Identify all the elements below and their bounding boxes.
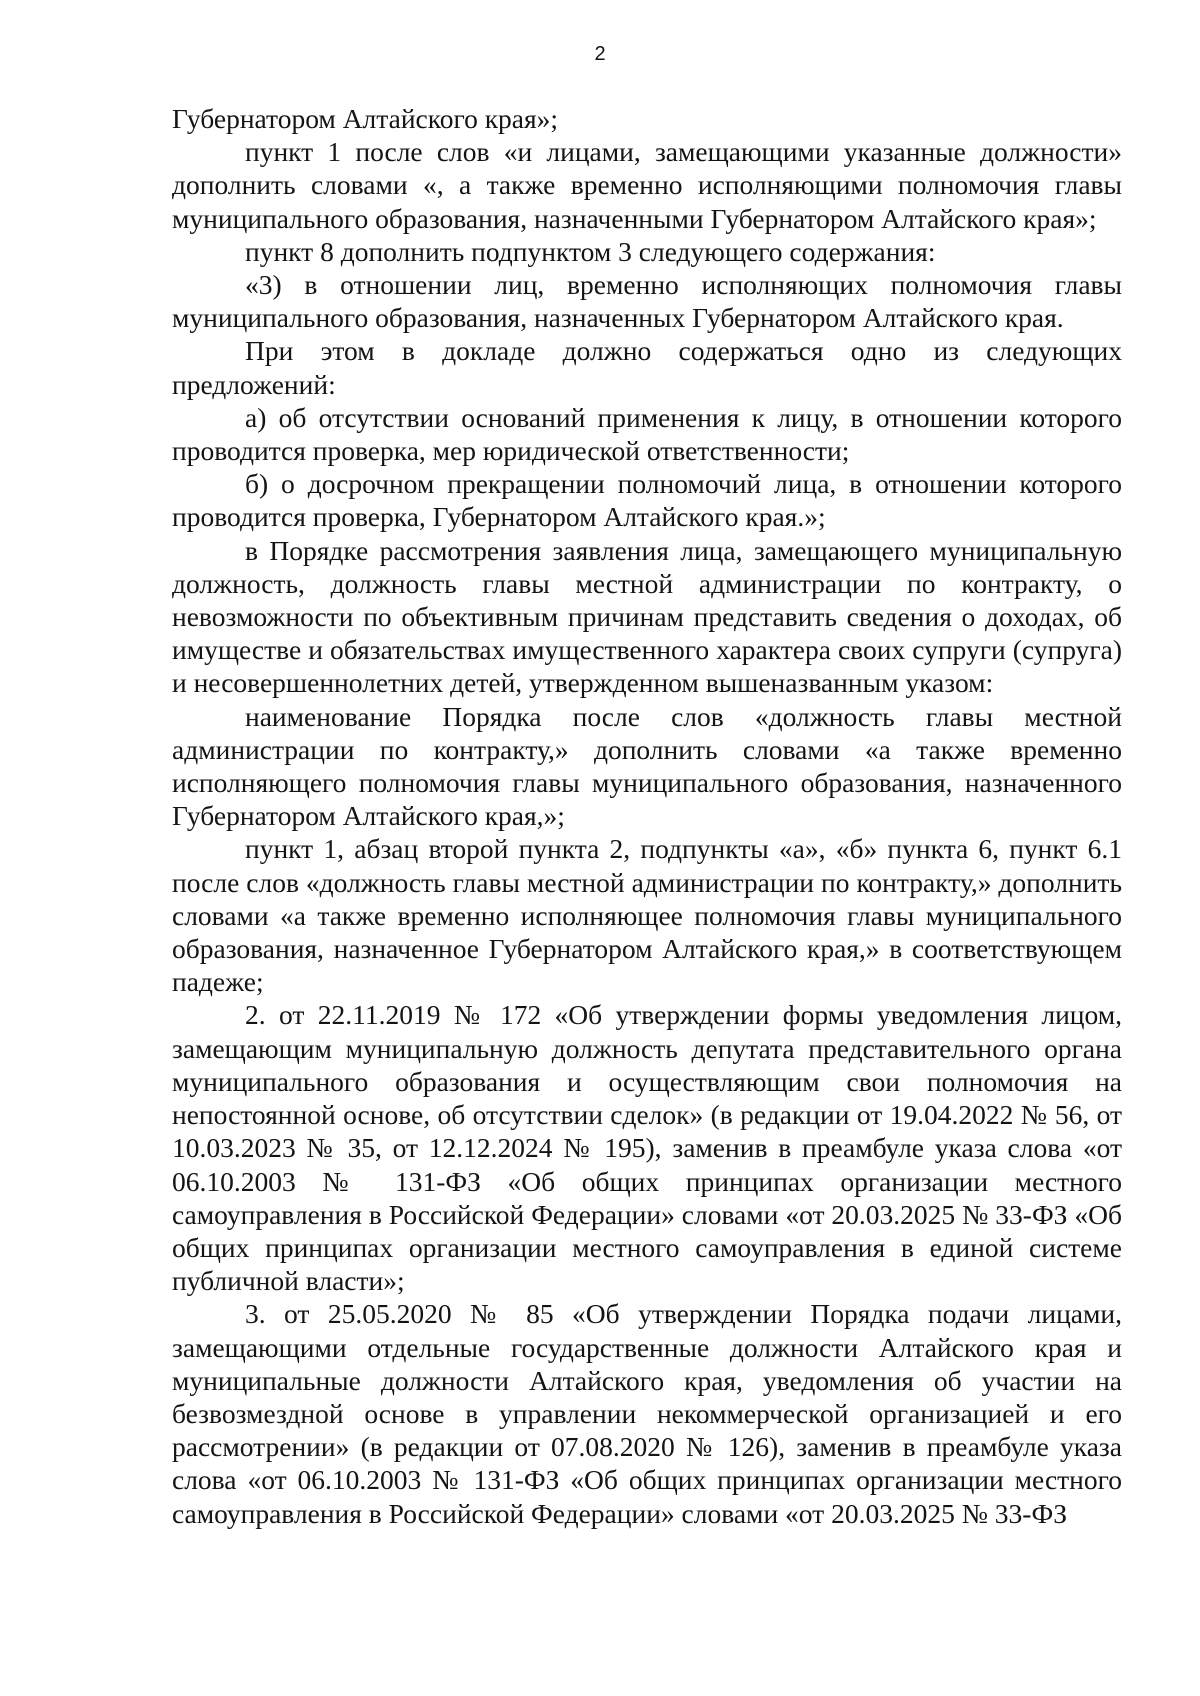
paragraph-continuation: Губернатором Алтайского края»;: [172, 103, 559, 134]
paragraph-item-1: пункт 1 после слов «и лицами, замещающими указанные должности» дополнить словами «, а также временно исполняющими полномочия главы муниципального образования, назначенными Губернатором Алтайского края»;: [172, 136, 1122, 234]
paragraph-option-b: б) о досрочном прекращении полномочий лица, в отношении которого проводится проверка, Губернатором Алтайского края.»;: [172, 468, 1122, 533]
paragraph-procedure: в Порядке рассмотрения заявления лица, замещающего муниципальную должность, должность главы местной администрации по контракту, о невозможности по объективным причинам представить сведения о доходах, об имуществе и обязательствах имущественного характера своих супруги (супруга) и несовершеннолетних детей, утвержденном вышеназванным указом:: [172, 534, 1122, 699]
paragraph-report-proposals: При этом в докладе должно содержаться одно из следующих предложений:: [172, 335, 1122, 400]
page-number: 2: [594, 43, 606, 65]
paragraph-option-a: а) об отсутствии оснований применения к лицу, в отношении которого проводится проверка, мер юридической ответственности;: [172, 401, 1122, 467]
paragraph-decree-2: 2. от 22.11.2019 № 172 «Об утверждении формы уведомления лицом, замещающим муниципальную должность депутата представительного органа муниципального образования и осуществляющим свои полномочия на непостоянной основе, об отсутствии сделок» (в редакции от 19.04.2022 № 56, от 10.03.2023 № 35, от 12.12.2024 № 195), заменив в преамбуле указа слова «от 06.10.2003 № 131-ФЗ «Об общих принципах организации местного самоуправления в Российской Федерации» словами «от 20.03.2025 № 33-ФЗ «Об общих принципах организации местного самоуправления в единой системе публичной власти»;: [172, 999, 1122, 1297]
paragraph-decree-3: 3. от 25.05.2020 № 85 «Об утверждении Порядка подачи лицами, замещающими отдельные государственные должности Алтайского края и муниципальные должности Алтайского края, уведомления об участии на безвозмездной основе в управлении некоммерческой организацией и его рассмотрении» (в редакции от 07.08.2020 № 126), заменив в преамбуле указа слова «от 06.10.2003 № 131-ФЗ «Об общих принципах организации местного самоуправления в Российской Федерации» словами «от 20.03.2025 № 33-ФЗ: [172, 1298, 1122, 1529]
document-body: [172, 102, 1122, 1530]
paragraph-procedure-title: наименование Порядка после слов «должность главы местной администрации по контракту,» дополнить словами «а также временно исполняющего полномочия главы муниципального образования, назначенного Губернатором Алтайского края,»;: [172, 700, 1122, 832]
paragraph-subitem-3: «3) в отношении лиц, временно исполняющих полномочия главы муниципального образования, назначенных Губернатором Алтайского края.: [172, 269, 1122, 334]
paragraph-procedure-items: пункт 1, абзац второй пункта 2, подпункты «а», «б» пункта 6, пункт 6.1 после слов «должность главы местной администрации по контракту,» дополнить словами «а также временно исполняющее полномочия главы муниципального образования, назначенное Губернатором Алтайского края,» в соответствующем падеже;: [172, 833, 1122, 998]
paragraph-item-8: пункт 8 дополнить подпунктом 3 следующего содержания:: [245, 235, 936, 267]
